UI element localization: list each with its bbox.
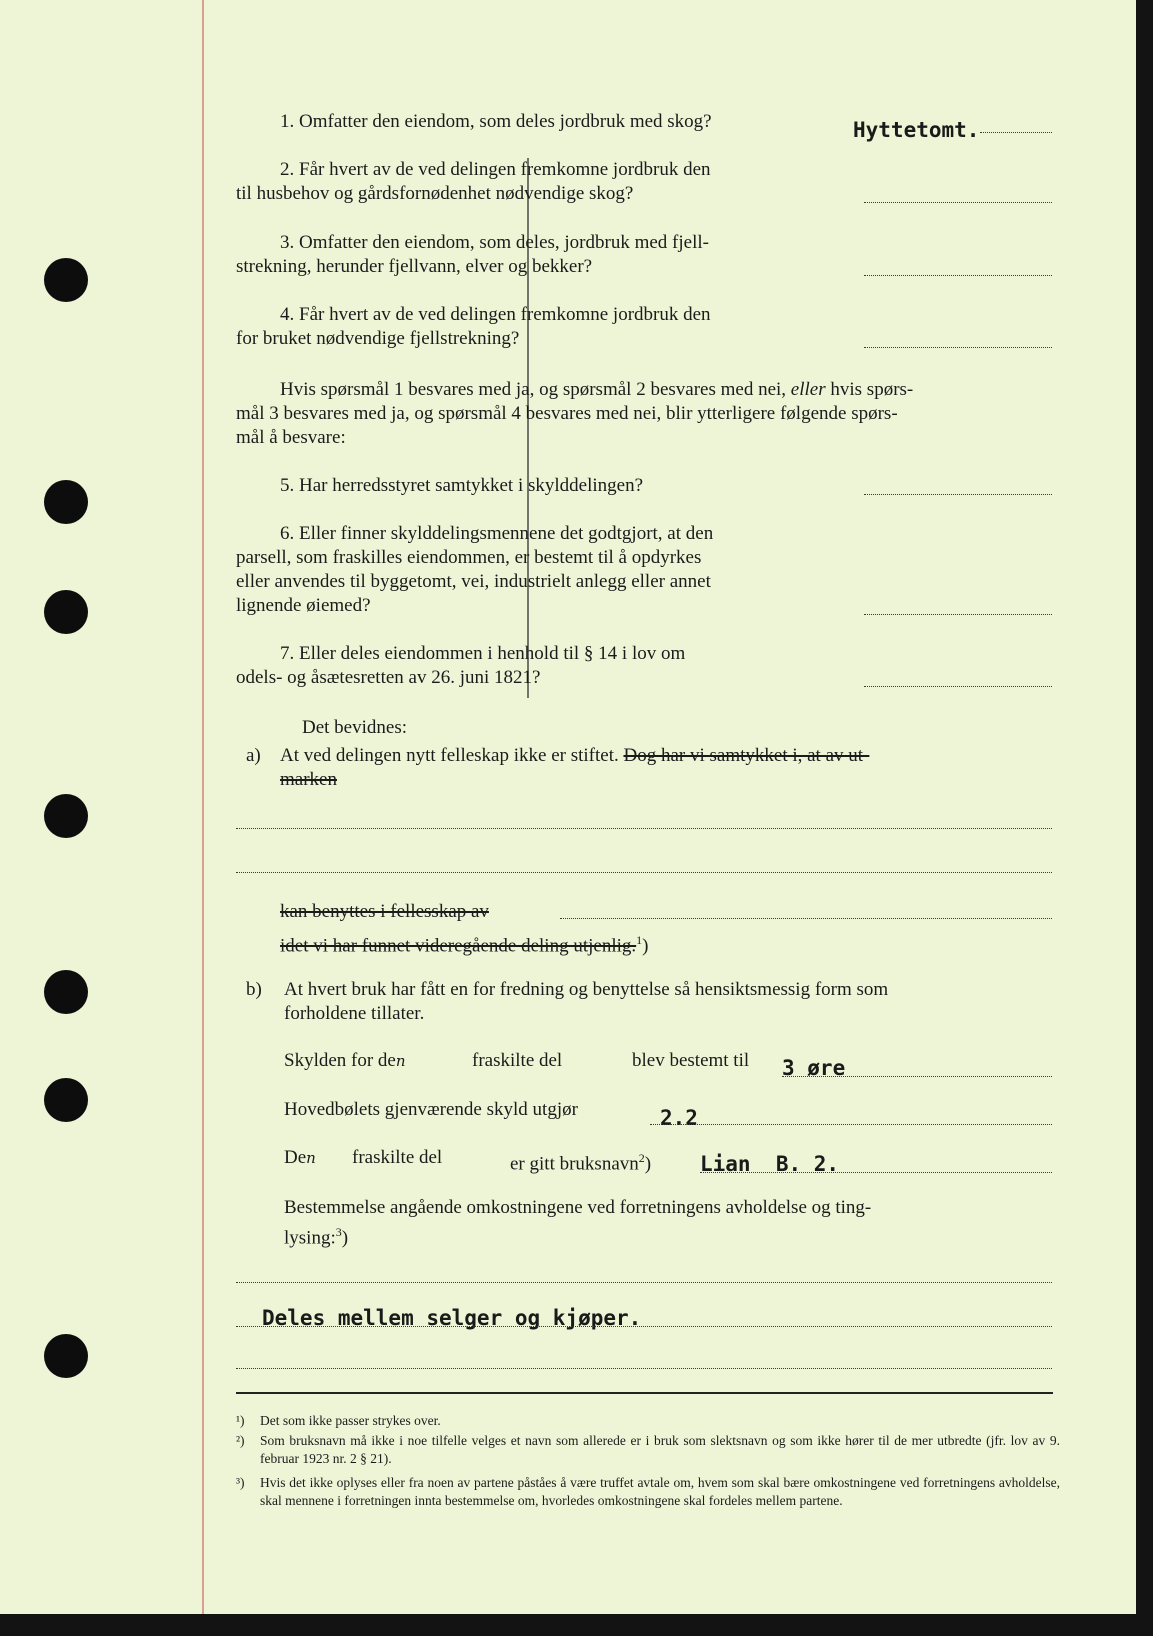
label-text: lysing: — [284, 1227, 336, 1249]
question-text: Omfatter den eiendom, som deles jordbruk med skog? — [299, 111, 712, 132]
best-line-1: Bestemmelse angående omkostningene ved forretningens avholdelse og ting- — [284, 1197, 872, 1218]
question-text: Eller deles eiendommen i henhold til § 14 i lov om — [299, 643, 686, 664]
skyld-line — [782, 1076, 1052, 1077]
answer-line-6 — [864, 614, 1052, 615]
struck-text: Dog har vi samtykket i, at av ut- — [623, 745, 870, 766]
answer-line-5 — [864, 494, 1052, 495]
bevidnes-heading: Det bevidnes: — [302, 717, 408, 738]
footnote-ref-close: ) — [642, 935, 649, 957]
punch-hole — [44, 794, 88, 838]
blank-line — [236, 1368, 1052, 1369]
navn-label-2: fraskilte del — [352, 1147, 443, 1168]
answer-line-4 — [864, 347, 1052, 348]
label-text: er gitt bruksnavn — [510, 1153, 639, 1175]
best-value: Deles mellem selger og kjøper. — [262, 1306, 642, 1330]
footnote-ref-close: ) — [644, 1153, 652, 1175]
question-6-line-3: eller anvendes til byggetomt, vei, industrielt anlegg eller annet — [236, 571, 711, 592]
question-number: 5. — [280, 475, 295, 496]
footnote-ref: 2 — [638, 1151, 645, 1165]
blank-line — [236, 1282, 1052, 1283]
section-b-line-2: forholdene tillater. — [284, 1003, 425, 1024]
footnote-separator — [236, 1392, 1053, 1394]
question-number: 6. — [280, 523, 295, 544]
section-b-label: b) — [246, 979, 262, 1000]
footnote-1 — [236, 1412, 1060, 1430]
conditional-line-3: mål å besvare: — [236, 427, 346, 448]
conditional-italic: eller — [790, 379, 826, 400]
footnote-2 — [236, 1432, 1060, 1468]
hoved-value: 2.2 — [660, 1106, 698, 1130]
question-text: Får hvert av de ved delingen fremkomne jordbruk den — [299, 304, 711, 325]
footnote-text: Hvis det ikke oplyses eller fra noen av partene påståes å være truffet avtale om, hvem som skal bære omkostningene ved forretningens avholdelse, skal mennene i forretningen innta bestemmelse om, hvorledes omkostningene skal fordeles mellem partene. — [260, 1475, 1060, 1508]
answer-line-1 — [980, 132, 1052, 133]
question-7-line-2: odels- og åsætesretten av 26. juni 1821? — [236, 667, 541, 688]
skyld-value: 3 øre — [782, 1056, 846, 1080]
question-number: 3. — [280, 232, 295, 253]
section-b-line-1: At hvert bruk har fått en for fredning og benyttelse så hensiktsmessig form som — [284, 979, 889, 1000]
answer-1: Hyttetomt. — [853, 118, 980, 142]
conditional-text: hvis spørs- — [830, 379, 914, 400]
hoved-line — [650, 1124, 1052, 1125]
struck-text: idet vi har funnet videregående deling utjenlig. — [280, 935, 637, 957]
footnote-ref-close: ) — [341, 1227, 349, 1249]
question-text: Har herredsstyret samtykket i skylddelingen? — [299, 475, 644, 496]
blank-line — [560, 918, 1052, 919]
conditional-line-1 — [280, 378, 913, 402]
question-6-line-1 — [280, 522, 713, 546]
question-2-line-1 — [280, 158, 711, 182]
question-6-line-2: parsell, som fraskilles eiendommen, er bestemt til å opdyrkes — [236, 547, 702, 568]
skyld-label-3: blev bestemt til — [632, 1050, 750, 1071]
footnote-text: Som bruksnavn må ikke i noe tilfelle velges et navn som allerede er i bruk som slektsnavn og som ikke hører til de mer utbredte (jfr. lov av 9. februar 1923 nr. 2 § 21). — [260, 1433, 1060, 1466]
footnote-number: ³) — [236, 1475, 245, 1490]
best-line — [236, 1326, 1052, 1327]
best-line-2 — [284, 1220, 348, 1250]
label-text: Skylden for de — [284, 1050, 396, 1071]
question-4-line-2: for bruket nødvendige fjellstrekning? — [236, 328, 520, 349]
struck-text-marken: marken — [280, 769, 337, 790]
handwritten-mark: n — [306, 1149, 316, 1167]
question-text: Omfatter den eiendom, som deles, jordbruk med fjell- — [299, 232, 709, 253]
skyld-label — [284, 1049, 406, 1073]
footnote-number: ¹) — [236, 1413, 245, 1428]
question-7-line-1 — [280, 642, 685, 666]
question-3-line-1 — [280, 231, 709, 255]
answer-line-3 — [864, 275, 1052, 276]
question-number: 7. — [280, 643, 295, 664]
blank-line — [236, 828, 1052, 829]
punch-hole — [44, 1078, 88, 1122]
question-2-line-2: til husbehov og gårdsfornødenhet nødvendige skog? — [236, 183, 634, 204]
punch-hole — [44, 1334, 88, 1378]
question-number: 2. — [280, 159, 295, 180]
struck-text-fellesskap: kan benyttes i fellesskap av — [280, 901, 489, 922]
question-5 — [280, 474, 643, 498]
skyld-label-2: fraskilte del — [472, 1050, 563, 1071]
margin-rule — [202, 0, 204, 1614]
footnote-ref: 1 — [636, 933, 643, 947]
question-6-line-4: lignende øiemed? — [236, 595, 371, 616]
punch-hole — [44, 970, 88, 1014]
navn-line — [700, 1172, 1052, 1173]
section-a-line-1 — [280, 744, 869, 768]
footnote-3 — [236, 1474, 1060, 1510]
answer-line-2 — [864, 202, 1052, 203]
question-4-line-1 — [280, 303, 711, 327]
navn-label — [284, 1146, 316, 1170]
punch-hole — [44, 258, 88, 302]
section-a-text: At ved delingen nytt felleskap ikke er stiftet. — [280, 745, 619, 766]
navn-label-3 — [510, 1146, 651, 1176]
label-text: De — [284, 1147, 307, 1168]
question-1 — [280, 110, 712, 134]
blank-line — [236, 872, 1052, 873]
section-a-label: a) — [246, 745, 261, 766]
answer-line-7 — [864, 686, 1052, 687]
struck-text-deling — [280, 928, 648, 958]
question-text: Får hvert av de ved delingen fremkomne jordbruk den — [299, 159, 711, 180]
punch-hole — [44, 480, 88, 524]
punch-hole — [44, 590, 88, 634]
conditional-text: Hvis spørsmål 1 besvares med ja, og spørsmål 2 besvares med nei, — [280, 379, 787, 400]
footnote-number: ²) — [236, 1433, 245, 1448]
hoved-label: Hovedbølets gjenværende skyld utgjør — [284, 1099, 578, 1120]
question-3-line-2: strekning, herunder fjellvann, elver og bekker? — [236, 256, 593, 277]
question-number: 1. — [280, 111, 295, 132]
handwritten-mark: n — [395, 1052, 406, 1070]
conditional-line-2: mål 3 besvares med ja, og spørsmål 4 besvares med nei, blir ytterligere følgende spørs- — [236, 403, 898, 424]
footnote-text: Det som ikke passer strykes over. — [260, 1413, 441, 1428]
question-text: Eller finner skylddelingsmennene det godtgjort, at den — [299, 523, 714, 544]
footnote-ref: 3 — [335, 1225, 342, 1239]
question-number: 4. — [280, 304, 295, 325]
navn-value: Lian B. 2. — [700, 1152, 840, 1176]
